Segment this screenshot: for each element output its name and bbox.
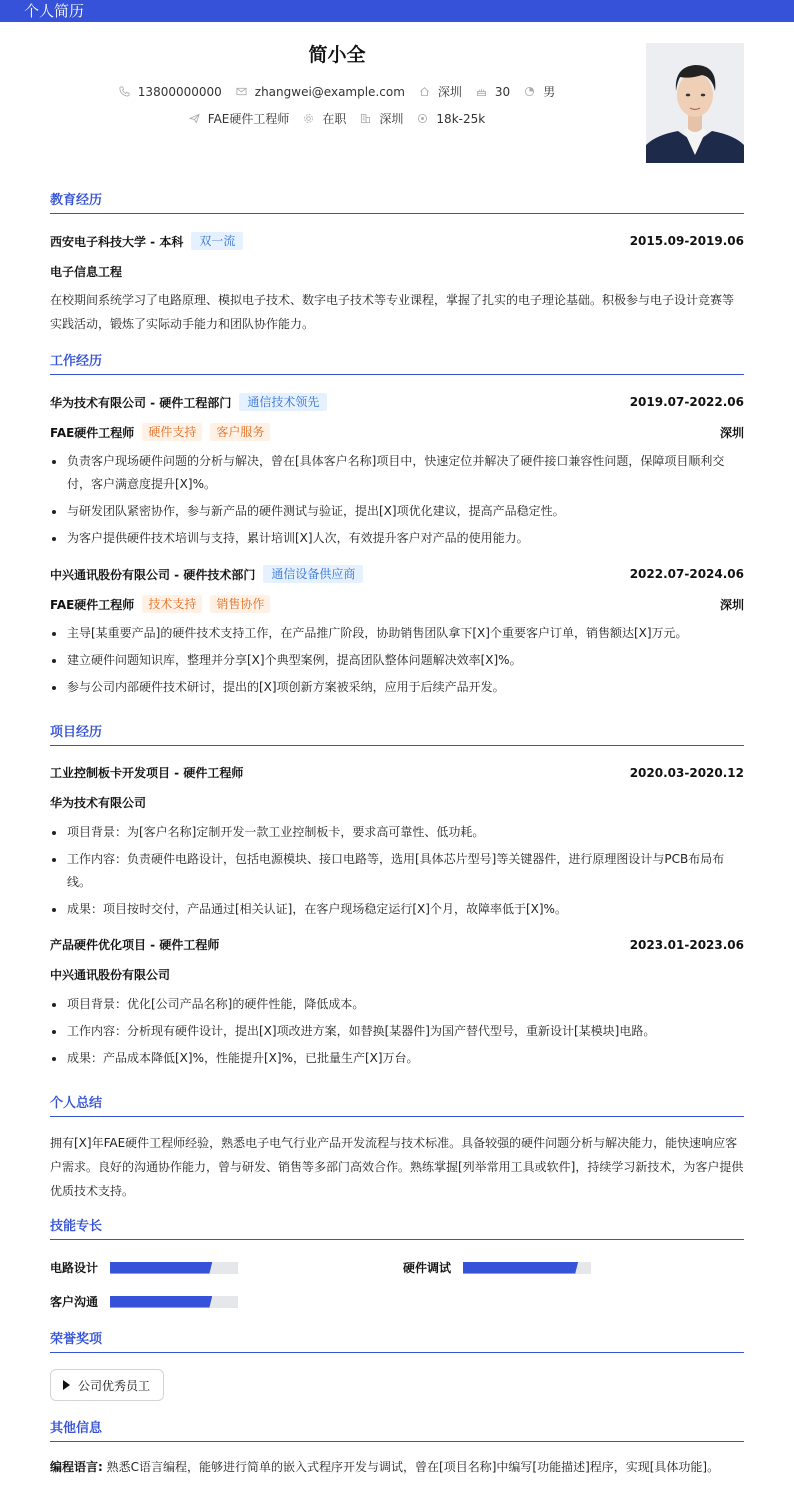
candidate-name: 简小全 bbox=[308, 44, 366, 66]
salary-value: 18k-25k bbox=[436, 111, 486, 126]
work-company-tag: 通信设备供应商 bbox=[263, 565, 363, 583]
list-item: 工作内容：负责硬件电路设计，包括电源模块、接口电路等，选用[具体芯片型号]等关键器件，进行原理图设计与PCB布局布线。 bbox=[50, 848, 744, 894]
project-title-row bbox=[50, 936, 744, 953]
skill-name: 客户沟通 bbox=[50, 1295, 99, 1309]
building-icon bbox=[360, 113, 371, 124]
profile-photo bbox=[646, 43, 744, 163]
gender-value: 男 bbox=[543, 85, 556, 99]
section-title-projects: 项目经历 bbox=[50, 724, 744, 746]
cake-icon bbox=[476, 86, 487, 97]
major-name: 电子信息工程 bbox=[50, 265, 123, 279]
age-value: 30 bbox=[494, 84, 511, 99]
project-period: 2020.03-2020.12 bbox=[629, 765, 744, 780]
job-intent-row bbox=[0, 110, 674, 127]
list-item: 项目背景：优化[公司产品名称]的硬件性能，降低成本。 bbox=[50, 993, 744, 1016]
skill-bar bbox=[110, 1262, 238, 1274]
salary-item bbox=[417, 112, 485, 126]
project-company: 华为技术有限公司 bbox=[50, 796, 147, 810]
age-item bbox=[476, 85, 510, 99]
status-value: 在职 bbox=[322, 112, 347, 126]
major-row bbox=[50, 263, 744, 280]
work-company: 中兴通讯股份有限公司 - 硬件技术部门 bbox=[50, 567, 256, 582]
status-item bbox=[303, 110, 346, 127]
other-label: 编程语言: bbox=[50, 1460, 103, 1474]
work-role-tag: 硬件支持 bbox=[142, 423, 202, 441]
work-role-row bbox=[50, 423, 744, 441]
section-title-education: 教育经历 bbox=[50, 192, 744, 214]
target-city-item bbox=[360, 110, 403, 127]
work-company: 华为技术有限公司 - 硬件工程部门 bbox=[50, 395, 232, 410]
triangle-right-icon bbox=[63, 1380, 70, 1390]
home-icon bbox=[419, 86, 430, 97]
gender-icon bbox=[524, 86, 535, 97]
work-company-tag: 通信技术领先 bbox=[239, 393, 327, 411]
gear-icon bbox=[303, 113, 314, 124]
project-title: 产品硬件优化项目 - 硬件工程师 bbox=[50, 938, 220, 952]
work-role-tag: 客户服务 bbox=[210, 423, 270, 441]
work-role: FAE硬件工程师 bbox=[50, 425, 135, 440]
other-text: 熟悉C语言编程，能够进行简单的嵌入式程序开发与调试，曾在[项目名称]中编写[功能描述]程序，实现[具体功能]。 bbox=[106, 1460, 720, 1474]
list-item: 成果：项目按时交付，产品通过[相关认证]，在客户现场稳定运行[X]个月，故障率低于[X]%。 bbox=[50, 898, 744, 921]
work-role-row bbox=[50, 595, 744, 613]
section-title-awards: 荣誉奖项 bbox=[50, 1331, 744, 1353]
skill-bar-fill bbox=[110, 1262, 212, 1274]
work-role-tag: 技术支持 bbox=[142, 595, 202, 613]
header-bar bbox=[0, 0, 794, 22]
work-company-row bbox=[50, 393, 744, 411]
skill-item bbox=[50, 1293, 238, 1310]
city-item bbox=[419, 83, 462, 100]
send-icon bbox=[189, 113, 200, 124]
phone-icon bbox=[119, 86, 130, 97]
email-address: zhangwei@example.com bbox=[254, 84, 405, 99]
contact-row bbox=[0, 83, 674, 100]
position-value: FAE硬件工程师 bbox=[207, 112, 290, 126]
skill-name: 硬件调试 bbox=[403, 1261, 452, 1275]
skill-bar-fill bbox=[463, 1262, 578, 1274]
mail-icon bbox=[236, 86, 247, 97]
work-bullets bbox=[50, 622, 744, 703]
phone-number: 13800000000 bbox=[137, 84, 222, 99]
other-info bbox=[50, 1458, 744, 1475]
list-item: 成果：产品成本降低[X]%，性能提升[X]%，已批量生产[X]万台。 bbox=[50, 1047, 744, 1070]
project-bullets bbox=[50, 993, 744, 1074]
header-title: 个人简历 bbox=[24, 2, 85, 20]
phone-item bbox=[119, 85, 222, 99]
school-name: 西安电子科技大学 - 本科 bbox=[50, 234, 184, 249]
project-title: 工业控制板卡开发项目 - 硬件工程师 bbox=[50, 766, 244, 780]
gender-item bbox=[524, 83, 555, 100]
section-title-summary: 个人总结 bbox=[50, 1095, 744, 1117]
work-location: 深圳 bbox=[719, 597, 744, 612]
work-bullets bbox=[50, 450, 744, 554]
section-title-work: 工作经历 bbox=[50, 353, 744, 375]
skill-item bbox=[403, 1259, 591, 1276]
work-period: 2022.07-2024.06 bbox=[629, 567, 744, 581]
project-period: 2023.01-2023.06 bbox=[629, 937, 744, 952]
award-label: 公司优秀员工 bbox=[78, 1378, 151, 1393]
list-item: 为客户提供硬件技术培训与支持，累计培训[X]人次，有效提升客户对产品的使用能力。 bbox=[50, 527, 744, 550]
education-row bbox=[50, 232, 744, 250]
position-item bbox=[189, 110, 290, 127]
work-role: FAE硬件工程师 bbox=[50, 597, 135, 612]
list-item: 工作内容：分析现有硬件设计，提出[X]项改进方案，如替换[某器件]为国产替代型号，重新设计[某模块]电路。 bbox=[50, 1020, 744, 1043]
list-item: 项目背景：为[客户名称]定制开发一款工业控制板卡，要求高可靠性、低功耗。 bbox=[50, 821, 744, 844]
work-role-tag: 销售协作 bbox=[210, 595, 270, 613]
list-item: 主导[某重要产品]的硬件技术支持工作，在产品推广阶段，协助销售团队拿下[X]个重要客户订单，销售额达[X]万元。 bbox=[50, 622, 744, 645]
city-value: 深圳 bbox=[437, 85, 462, 99]
project-title-row bbox=[50, 764, 744, 781]
work-period: 2019.07-2022.06 bbox=[629, 395, 744, 409]
skill-bar bbox=[463, 1262, 591, 1274]
skill-bar-fill bbox=[110, 1296, 212, 1308]
skill-item bbox=[50, 1259, 238, 1276]
target-city-value: 深圳 bbox=[379, 112, 404, 126]
salary-icon bbox=[417, 113, 428, 124]
education-description: 在校期间系统学习了电路原理、模拟电子技术、数字电子技术等专业课程，掌握了扎实的电子理论基础。积极参与电子设计竞赛等实践活动，锻炼了实际动手能力和团队协作能力。 bbox=[50, 293, 735, 331]
list-item: 参与公司内部硬件技术研讨，提出的[X]项创新方案被采纳，应用于后续产品开发。 bbox=[50, 676, 744, 699]
email-item bbox=[236, 85, 405, 99]
work-company-row bbox=[50, 565, 744, 583]
list-item: 与研发团队紧密协作，参与新产品的硬件测试与验证，提出[X]项优化建议，提高产品稳定性。 bbox=[50, 500, 744, 523]
section-title-other: 其他信息 bbox=[50, 1420, 744, 1442]
section-title-skills: 技能专长 bbox=[50, 1218, 744, 1240]
project-company: 中兴通讯股份有限公司 bbox=[50, 968, 171, 982]
school-tag: 双一流 bbox=[191, 232, 243, 250]
project-company-row bbox=[50, 966, 744, 983]
project-company-row bbox=[50, 794, 744, 811]
award-toggle[interactable] bbox=[50, 1369, 164, 1401]
summary-text: 拥有[X]年FAE硬件工程师经验，熟悉电子电气行业产品开发流程与技术标准。具备较强的硬件问题分析与解决能力，能快速响应客户需求。良好的沟通协作能力，曾与研发、销售等多部门高效合作。熟练掌握[列举常用工具或软件]，持续学习新技术，为客户提供优质技术支持。 bbox=[50, 1136, 744, 1198]
project-bullets bbox=[50, 821, 744, 925]
list-item: 负责客户现场硬件问题的分析与解决，曾在[具体客户名称]项目中，快速定位并解决了硬件接口兼容性问题，保障项目顺利交付，客户满意度提升[X]%。 bbox=[50, 450, 744, 496]
skill-name: 电路设计 bbox=[50, 1261, 99, 1275]
skill-bar bbox=[110, 1296, 238, 1308]
education-period: 2015.09-2019.06 bbox=[629, 234, 744, 248]
portrait-image bbox=[646, 43, 744, 163]
work-location: 深圳 bbox=[719, 425, 744, 440]
list-item: 建立硬件问题知识库，整理并分享[X]个典型案例，提高团队整体问题解决效率[X]%。 bbox=[50, 649, 744, 672]
